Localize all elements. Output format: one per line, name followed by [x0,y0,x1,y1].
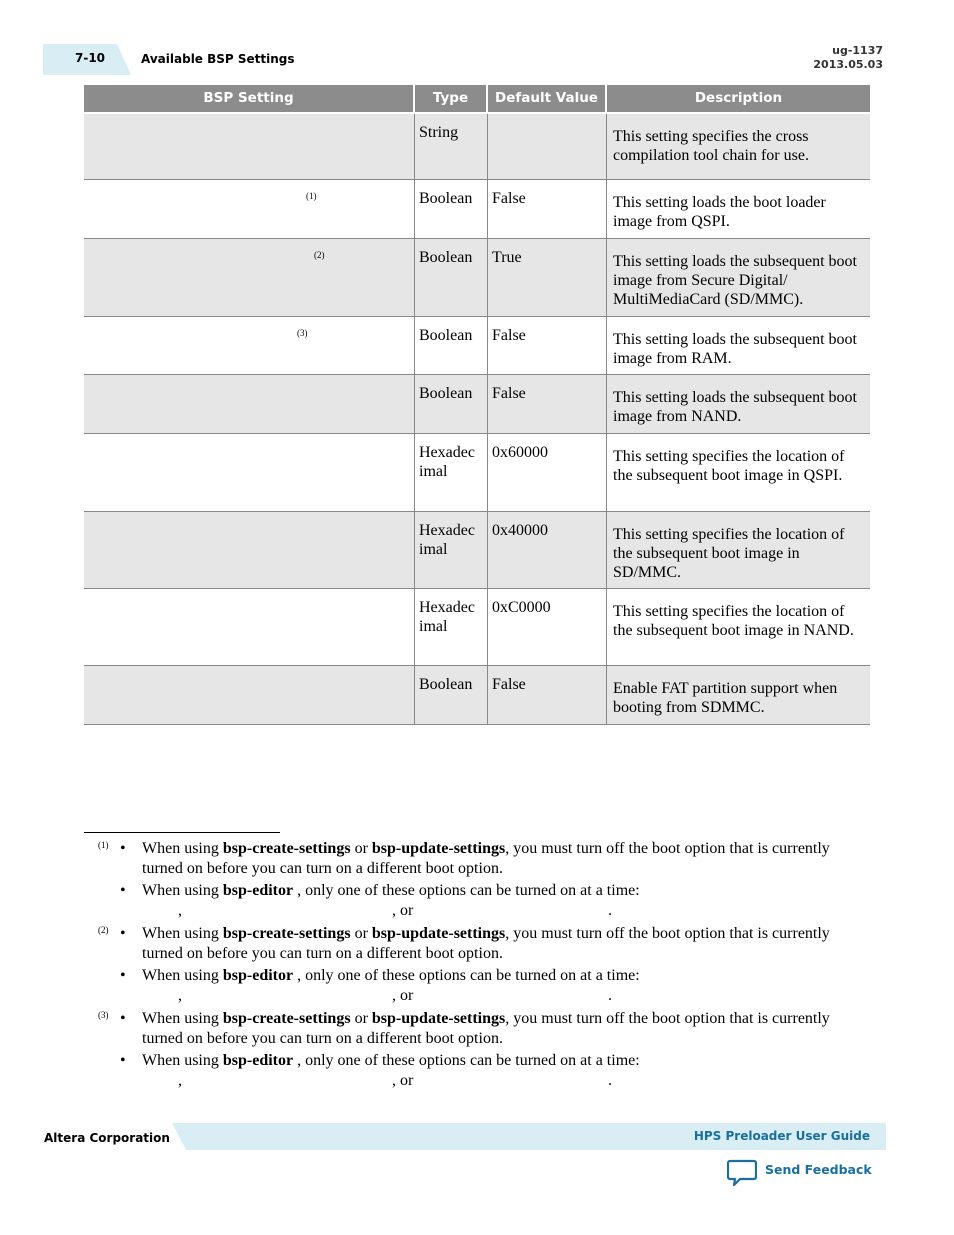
tool-name: bsp-update-settings [371,840,506,857]
footnote-text: or [350,840,372,857]
description-cell: This setting specifies the location of the subsequent boot image in QSPI. [613,448,845,484]
default-cell: 0x60000 [488,434,607,511]
footnote-text: When using [142,1010,223,1027]
doc-date: 2013.05.03 [813,58,883,71]
footnote-2 [84,924,844,1006]
type-cell: String [415,114,488,179]
send-feedback-link[interactable]: Send Feedback [765,1162,872,1177]
tool-name: bsp-editor [222,967,294,984]
bsp-settings-table [84,85,870,725]
footnote-ref[interactable]: (1) [306,191,317,201]
footnote-text: , only one of these options can be turned on at a time: [293,1052,640,1069]
table-row [84,375,870,434]
setting-cell [84,375,415,433]
type-cell: Hexadec imal [415,434,488,511]
setting-cell [84,317,415,374]
description-cell: This setting specifies the cross compilation tool chain for use. [613,128,809,164]
description-cell: This setting loads the subsequent boot image from NAND. [613,389,857,425]
setting-cell [84,666,415,724]
footnote-text: When using [142,967,223,984]
default-cell: 0x40000 [488,512,607,588]
separator: . [608,902,612,919]
type-cell: Boolean [415,180,488,238]
table-row [84,512,870,589]
separator: . [608,987,612,1004]
tool-name: bsp-editor [222,1052,294,1069]
footnote-mark: (2) [98,925,109,935]
table-header [84,85,870,114]
type-cell: Boolean [415,666,488,724]
footnote-text: , you must turn off the boot option that is currently turned on before you can turn on a different boot option. [142,925,830,962]
tool-name: bsp-update-settings [371,1010,506,1027]
description-cell: This setting loads the subsequent boot image from RAM. [613,331,857,367]
default-cell: False [488,375,607,433]
setting-cell [84,114,415,179]
footnote-text: When using [142,840,223,857]
separator: , or [392,987,414,1004]
table-row [84,239,870,317]
footnote-ref[interactable]: (2) [314,250,325,260]
footnote-text: or [350,925,372,942]
footnote-rule [84,832,280,833]
footnote-text: , only one of these options can be turned on at a time: [293,882,640,899]
table-row [84,666,870,725]
footnote-text: or [350,1010,372,1027]
separator: , [178,987,182,1004]
bullet-icon: • [120,925,126,942]
default-cell: False [488,666,607,724]
table-row [84,114,870,180]
footnote-text: When using [142,925,223,942]
separator: , [178,1072,182,1089]
footnote-bullet [84,1009,844,1049]
type-cell: Hexadec imal [415,589,488,665]
default-cell [488,114,607,179]
table-row [84,589,870,666]
description-cell: This setting loads the boot loader image from QSPI. [613,194,826,230]
tool-name: bsp-create-settings [222,925,351,942]
table-row [84,317,870,375]
column-header-type: Type [415,85,488,112]
doc-id: ug-1137 [832,44,883,57]
table-row [84,434,870,512]
footnote-options [84,1071,844,1091]
table-row [84,180,870,239]
bullet-icon: • [120,1052,126,1069]
footnote-bullet [84,966,844,986]
bullet-icon: • [120,882,126,899]
footnote-3 [84,1009,844,1091]
default-cell: False [488,317,607,374]
separator: , or [392,1072,414,1089]
bullet-icon: • [120,1010,126,1027]
footnote-mark: (3) [98,1010,109,1020]
type-cell: Boolean [415,375,488,433]
default-cell: False [488,180,607,238]
footnote-options [84,901,844,921]
separator: , or [392,902,414,919]
footnote-text: When using [142,1052,223,1069]
bullet-icon: • [120,840,126,857]
footnote-text: When using [142,882,223,899]
tool-name: bsp-create-settings [222,840,351,857]
tool-name: bsp-update-settings [371,925,506,942]
setting-cell [84,239,415,316]
footnote-text: , you must turn off the boot option that is currently turned on before you can turn on a different boot option. [142,840,830,877]
type-cell: Hexadec imal [415,512,488,588]
company-name: Altera Corporation [44,1131,170,1145]
description-cell: This setting specifies the location of the subsequent boot image in NAND. [613,603,854,639]
setting-cell [84,589,415,665]
footnote-bullet [84,881,844,901]
doc-info [813,44,883,72]
footnote-options [84,986,844,1006]
footnote-ref[interactable]: (3) [297,328,308,338]
footnote-1 [84,839,844,921]
column-header-description: Description [694,90,783,106]
description-cell: This setting specifies the location of the subsequent boot image in SD/MMC. [613,526,845,581]
column-header-setting: BSP Setting [84,85,415,112]
default-cell: 0xC0000 [488,589,607,665]
speech-bubble-icon[interactable] [727,1159,757,1187]
separator: , [178,902,182,919]
section-title: Available BSP Settings [141,52,295,66]
tool-name: bsp-editor [222,882,294,899]
page-number: 7-10 [75,51,106,65]
setting-cell [84,180,415,238]
footnote-bullet [84,1051,844,1071]
footnote-bullet [84,924,844,964]
footnote-mark: (1) [98,840,109,850]
setting-cell [84,434,415,511]
default-cell: True [488,239,607,316]
description-cell: Enable FAT partition support when booting from SDMMC. [613,680,838,716]
tool-name: bsp-create-settings [222,1010,351,1027]
guide-title[interactable]: HPS Preloader User Guide [693,1129,870,1143]
footnote-text: , you must turn off the boot option that is currently turned on before you can turn on a different boot option. [142,1010,830,1047]
column-header-default: Default Value [488,85,607,112]
description-cell: This setting loads the subsequent boot image from Secure Digital/ MultiMediaCard (SD/MMC). [613,253,857,308]
type-cell: Boolean [415,317,488,374]
footnote-bullet [84,839,844,879]
type-cell: Boolean [415,239,488,316]
bullet-icon: • [120,967,126,984]
separator: . [608,1072,612,1089]
footnote-text: , only one of these options can be turned on at a time: [293,967,640,984]
setting-cell [84,512,415,588]
